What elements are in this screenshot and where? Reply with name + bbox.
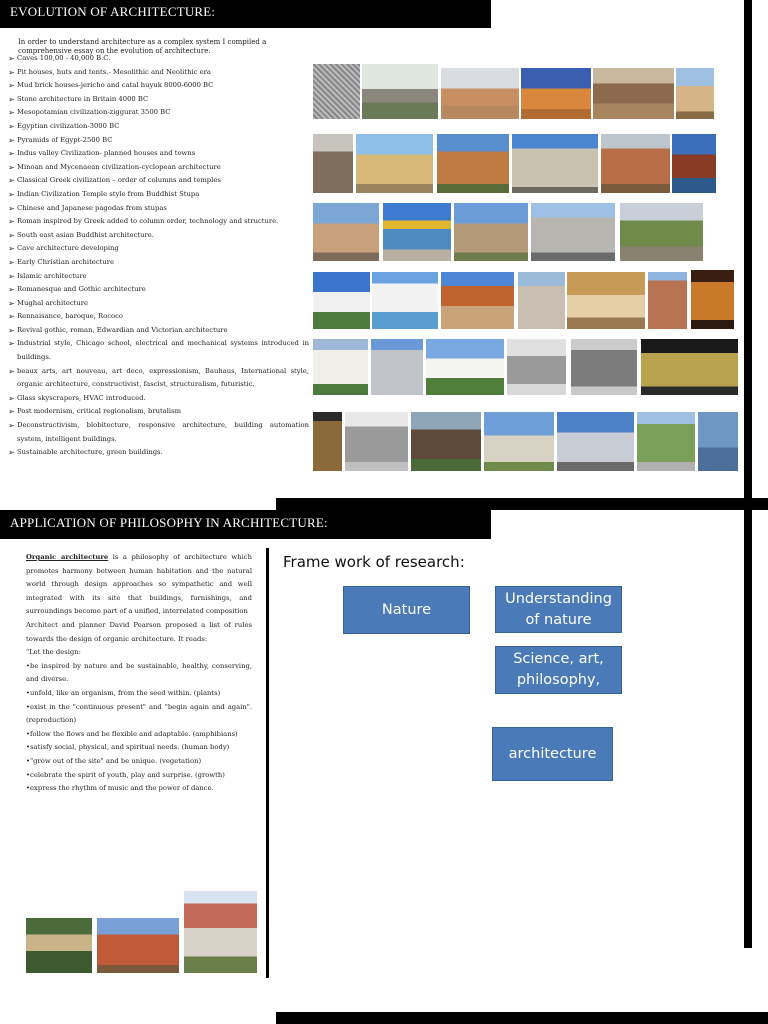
photo-hagia-sophia <box>313 203 379 261</box>
timeline-item <box>8 66 309 80</box>
photo-indian-temple <box>601 134 670 193</box>
photo-romanesque-church <box>454 203 528 261</box>
photo-stone-dolmen <box>362 64 438 119</box>
photo-brutalist-building <box>411 412 481 471</box>
arrow-bullet-icon: ➢ <box>8 448 15 458</box>
timeline-item <box>8 134 309 148</box>
photo-minoan-palace <box>676 68 714 119</box>
arrow-bullet-icon: ➢ <box>8 176 15 186</box>
design-rule: •express the rhythm of music and the power of dance. <box>26 784 214 793</box>
photo-habitat-67 <box>641 339 738 395</box>
timeline-item <box>8 310 309 324</box>
photo-organic-building-hillside <box>184 891 257 973</box>
timeline-item-text: Romanesque and Gothic architecture <box>17 285 146 294</box>
photo-taj-mahal <box>372 272 438 329</box>
section-title-evolution: EVOLUTION OF ARCHITECTURE: <box>0 0 491 28</box>
timeline-item <box>8 392 309 406</box>
photo-organic-house-orange <box>97 918 179 973</box>
timeline-item-text: Egyptian civilization-3000 BC <box>17 121 120 130</box>
arrow-bullet-icon: ➢ <box>8 67 15 77</box>
arrow-bullet-icon: ➢ <box>8 407 15 417</box>
arrow-bullet-icon: ➢ <box>8 325 15 335</box>
rules-list <box>26 660 252 796</box>
arrow-bullet-icon: ➢ <box>8 217 15 227</box>
timeline-item-text: Industrial style, Chicago school, electrical and mechanical systems introduced in buildings. <box>17 339 309 362</box>
photo-villa-savoye <box>426 339 504 395</box>
photo-ziggurat <box>441 68 519 119</box>
timeline-item <box>8 106 309 120</box>
timeline-item-text: Deconstructivism, blobitecture, responsive architecture, building automation system, intelligent buildings. <box>17 421 309 443</box>
timeline-item <box>8 242 309 256</box>
organic-architecture-text <box>26 551 252 796</box>
timeline-item <box>8 120 309 134</box>
timeline-item-text: beaux arts, art nouveau, art deco, expressionism, Bauhaus, International style, organic architecture, constructivist, fascist, structuralism, futuristic. <box>17 366 309 389</box>
timeline-item <box>8 297 309 311</box>
photo-japanese-castle <box>313 272 370 329</box>
timeline-item <box>8 202 309 216</box>
organic-definition: is a philosophy of architecture which promotes harmony between human habitation and the natural world through design approaches so sympathetic and well integrated with its site that buildings, furnishings, and surroundings become part of a unified, interrelated composition <box>26 553 252 616</box>
photo-machu-picchu <box>620 203 703 261</box>
box-nature: Nature <box>343 586 470 634</box>
timeline-item-text: Pyramids of Egypt-2500 BC <box>17 135 113 144</box>
timeline-item-text: Stone architecture in Britain 4000 BC <box>17 94 149 103</box>
photo-chrysler-building <box>371 339 423 395</box>
timeline-item-text: South east asian Buddhist architecture. <box>17 230 154 239</box>
photo-walt-disney-hall <box>557 412 634 471</box>
arrow-bullet-icon: ➢ <box>8 285 15 295</box>
timeline-item-text: Sustainable architecture, green buildings. <box>17 448 163 457</box>
timeline-item-text: Glass skyscrapers, HVAC introduced. <box>17 393 146 402</box>
timeline-item-text: Post modernism, critical regionalism, brutalism <box>17 407 182 416</box>
timeline-item-text: Mud brick houses-jericho and catal huyuk 8000-6000 BC <box>17 81 214 90</box>
arrow-bullet-icon: ➢ <box>8 244 15 254</box>
pearson-text: Architect and planner David Pearson proposed a list of rules towards the design of organic architecture. It reads: <box>26 620 252 643</box>
photo-pagoda <box>672 134 716 193</box>
timeline-item <box>8 52 309 66</box>
timeline-item-text: Minoan and Mycenaean civilization-cyclopean architecture <box>17 162 221 171</box>
photo-cave-drawing <box>313 64 360 119</box>
timeline-item <box>8 79 309 93</box>
timeline-item <box>8 229 309 243</box>
vertical-divider <box>266 548 269 978</box>
timeline-item-text: Chinese and Japanese pagodas from stupas <box>17 203 167 212</box>
timeline-item <box>8 337 309 364</box>
arrow-bullet-icon: ➢ <box>8 298 15 308</box>
timeline-item-text: Indus valley Civilization- planned houses and towns <box>17 149 196 158</box>
photo-fascist-building <box>571 339 637 395</box>
photo-baroque-interior <box>567 272 645 329</box>
design-rule: •follow the flows and be flexible and adaptable. (amphibians) <box>26 729 238 738</box>
photo-einstein-tower <box>313 339 368 395</box>
photo-eiffel-tower <box>691 270 734 329</box>
photo-gothic-cathedral <box>531 203 615 261</box>
photo-pantheon <box>512 134 598 193</box>
design-rule: •celebrate the spirit of youth, play and surprise. (growth) <box>26 770 225 779</box>
photo-florence-duomo <box>441 272 514 329</box>
arrow-bullet-icon: ➢ <box>8 81 15 91</box>
timeline-item <box>8 215 309 229</box>
arrow-bullet-icon: ➢ <box>8 121 15 131</box>
timeline-item <box>8 188 309 202</box>
timeline-item <box>8 147 309 161</box>
arrow-bullet-icon: ➢ <box>8 393 15 403</box>
bottom-bar-2 <box>276 1012 768 1024</box>
timeline-item-text: Caves 100,00 - 40,000 B.C. <box>17 54 111 62</box>
timeline-item-text: Indian Civilization Temple style from Buddhist Stupa <box>17 189 200 198</box>
let-the-design: "Let the design: <box>26 648 81 657</box>
design-rule: •unfold, like an organism, from the seed within. (plants) <box>26 688 221 697</box>
timeline-item-text: Classical Greek civilization – order of columns and temples <box>17 176 221 185</box>
arrow-bullet-icon: ➢ <box>8 421 15 431</box>
arrow-bullet-icon: ➢ <box>8 54 15 63</box>
photo-colosseum <box>437 134 509 193</box>
photo-deconstructivist-building <box>484 412 554 471</box>
design-rule: •"grow out of the site" and be unique. (vegetation) <box>26 756 202 765</box>
timeline-item <box>8 161 309 175</box>
photo-burj-khalifa <box>698 412 738 471</box>
framework-title: Frame work of research: <box>283 553 465 571</box>
timeline-item-text: Early Christian architecture <box>17 257 115 266</box>
arrow-bullet-icon: ➢ <box>8 203 15 213</box>
timeline-item <box>8 256 309 270</box>
arrow-bullet-icon: ➢ <box>8 366 15 376</box>
photo-postmodern-building <box>345 412 408 471</box>
timeline-item-text: Mughal architecture <box>17 298 89 307</box>
timeline-item <box>8 365 309 392</box>
timeline-item <box>8 446 309 460</box>
timeline-list <box>8 52 309 460</box>
box-science-art-philosophy: Science, art, philosophy, <box>495 646 622 694</box>
photo-green-tower <box>637 412 695 471</box>
box-architecture: architecture <box>492 727 613 781</box>
timeline-item-text: Revival gothic, roman, Edwardian and Victorian architecture <box>17 325 228 334</box>
intro-text: In order to understand architecture as a complex system I compiled a comprehensive essay on the evolution of architecture. <box>18 38 267 55</box>
right-border-bar-top <box>744 0 752 498</box>
design-rule: •be inspired by nature and be sustainable, healthy, conserving, and diverse. <box>26 661 252 684</box>
arrow-bullet-icon: ➢ <box>8 189 15 199</box>
photo-indus-ruins <box>593 68 674 119</box>
section-title-philosophy: APPLICATION OF PHILOSOPHY IN ARCHITECTURE: <box>0 510 491 539</box>
arrow-bullet-icon: ➢ <box>8 149 15 159</box>
timeline-item-text: Islamic architecture <box>17 271 87 280</box>
arrow-bullet-icon: ➢ <box>8 162 15 172</box>
photo-fallingwater <box>26 918 92 973</box>
timeline-item-text: Rennaisance, baroque, Rococo <box>17 312 124 321</box>
timeline-item-text: Mesopotamian civilization-ziggurat 3500 BC <box>17 108 171 117</box>
box-understanding-nature: Understanding of nature <box>495 586 622 633</box>
timeline-item-text: Roman inspired by Greek added to column order, technology and structure. <box>17 217 279 226</box>
photo-dome-of-rock <box>383 203 451 261</box>
timeline-item-text: Pit houses, huts and tents.- Mesolithic and Neolithic era <box>17 67 211 76</box>
design-rule: •satisfy social, physical, and spiritual needs. (human body) <box>26 743 230 752</box>
photo-lion-gate <box>313 134 353 193</box>
timeline-item-text: Cave architecture developing <box>17 244 119 253</box>
design-rule: •exist in the "continuous present" and "begin again and again".(reproduction) <box>26 702 252 725</box>
photo-renaissance-building <box>518 272 565 329</box>
timeline-item <box>8 283 309 297</box>
arrow-bullet-icon: ➢ <box>8 339 15 349</box>
photo-parthenon <box>356 134 433 193</box>
arrow-bullet-icon: ➢ <box>8 312 15 322</box>
photo-constructivist-building <box>507 339 566 395</box>
arrow-bullet-icon: ➢ <box>8 230 15 240</box>
arrow-bullet-icon: ➢ <box>8 108 15 118</box>
photo-pyramids <box>521 68 591 119</box>
photo-glass-skyscraper <box>313 412 342 471</box>
arrow-bullet-icon: ➢ <box>8 94 15 104</box>
arrow-bullet-icon: ➢ <box>8 257 15 267</box>
timeline-item <box>8 174 309 188</box>
timeline-item <box>8 419 309 446</box>
timeline-item <box>8 270 309 284</box>
right-border-bar-bottom <box>744 510 752 948</box>
timeline-item <box>8 93 309 107</box>
arrow-bullet-icon: ➢ <box>8 135 15 145</box>
timeline-item <box>8 405 309 419</box>
timeline-item <box>8 324 309 338</box>
bottom-bar-1 <box>276 498 768 510</box>
photo-chicago-building <box>648 272 687 329</box>
arrow-bullet-icon: ➢ <box>8 271 15 281</box>
organic-term: Organic architecture <box>26 553 109 561</box>
